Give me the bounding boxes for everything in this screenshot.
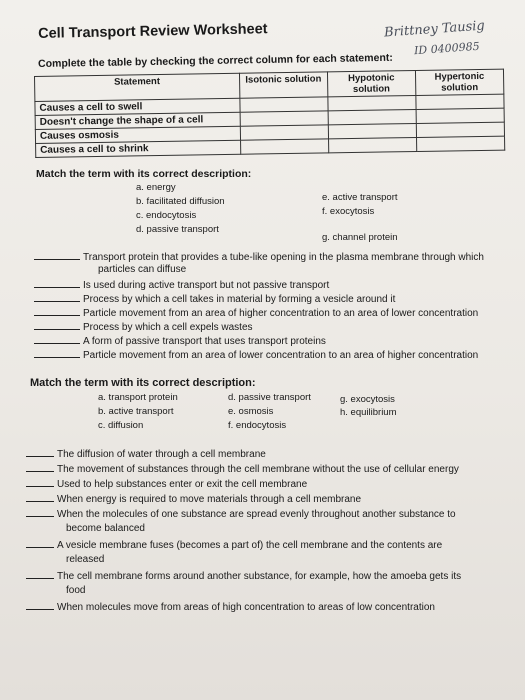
match-item: Is used during active transport but not passive transport [34, 279, 329, 291]
answer-blank[interactable] [34, 279, 80, 288]
option-g: g. exocytosis [340, 394, 395, 405]
check-cell[interactable] [240, 111, 328, 126]
table-header: Hypertonic solution [415, 69, 504, 95]
check-cell[interactable] [328, 96, 416, 111]
option-c: c. diffusion [98, 420, 144, 431]
option-f: f. endocytosis [228, 420, 287, 431]
check-cell[interactable] [328, 110, 416, 125]
option-c: c. endocytosis [136, 210, 197, 221]
table-header: Statement [35, 73, 240, 101]
solution-table [34, 69, 505, 158]
answer-blank[interactable] [26, 448, 54, 457]
section3-instruction: Match the term with its correct description: [30, 377, 256, 389]
option-d: d. passive transport [136, 224, 219, 235]
match-item: Process by which a cell expels wastes [34, 321, 253, 333]
check-cell[interactable] [328, 138, 416, 153]
statement-cell: Causes a cell to swell [35, 98, 240, 115]
option-a: a. energy [136, 182, 176, 193]
option-b: b. facilitated diffusion [136, 196, 225, 207]
option-g: g. channel protein [322, 232, 398, 243]
check-cell[interactable] [416, 94, 504, 109]
match-item: When molecules move from areas of high concentration to areas of low concentration [26, 601, 435, 613]
student-name: Brittney Tausig [383, 18, 486, 41]
option-e: e. active transport [322, 192, 398, 203]
check-cell[interactable] [416, 108, 504, 123]
match-item: Particle movement from an area of lower concentration to an area of higher concentration [34, 349, 478, 361]
table-header: Isotonic solution [239, 72, 327, 98]
match-item: When the molecules of one substance are spread evenly throughout another substance to [26, 508, 456, 520]
check-cell[interactable] [240, 125, 328, 140]
answer-blank[interactable] [26, 539, 54, 548]
answer-blank[interactable] [34, 335, 80, 344]
option-a: a. transport protein [98, 392, 178, 403]
match-item: Used to help substances enter or exit the cell membrane [26, 478, 307, 490]
match-item: Transport protein that provides a tube-like opening in the plasma membrane through which [34, 251, 484, 263]
match-item: The cell membrane forms around another substance, for example, how the amoeba gets its [26, 570, 461, 582]
answer-blank[interactable] [26, 508, 54, 517]
answer-blank[interactable] [26, 493, 54, 502]
section2-instruction: Match the term with its correct description: [36, 168, 252, 180]
option-f: f. exocytosis [322, 206, 375, 217]
answer-blank[interactable] [34, 349, 80, 358]
check-cell[interactable] [240, 97, 328, 112]
answer-blank[interactable] [26, 570, 54, 579]
check-cell[interactable] [328, 124, 416, 139]
answer-blank[interactable] [26, 478, 54, 487]
match-item: The diffusion of water through a cell membrane [26, 448, 266, 460]
match-item: A form of passive transport that uses transport proteins [34, 335, 326, 347]
match-item: A vesicle membrane fuses (becomes a part of) the cell membrane and the contents are [26, 539, 442, 551]
match-item: Process by which a cell takes in material by forming a vesicle around it [34, 293, 395, 305]
page-title: Cell Transport Review Worksheet [38, 21, 268, 42]
answer-blank[interactable] [34, 321, 80, 330]
answer-blank[interactable] [26, 601, 54, 610]
statement-cell: Causes a cell to shrink [36, 140, 241, 157]
check-cell[interactable] [416, 122, 504, 137]
option-b: b. active transport [98, 406, 174, 417]
option-h: h. equilibrium [340, 407, 397, 418]
option-d: d. passive transport [228, 392, 311, 403]
check-cell[interactable] [416, 136, 504, 151]
match-item-continuation: become balanced [66, 523, 145, 534]
match-item: When energy is required to move materials through a cell membrane [26, 493, 361, 505]
statement-cell: Doesn't change the shape of a cell [35, 112, 240, 129]
statement-cell: Causes osmosis [35, 126, 240, 143]
answer-blank[interactable] [34, 293, 80, 302]
answer-blank[interactable] [34, 251, 80, 260]
table-header: Hypotonic solution [327, 71, 415, 97]
match-item-continuation: particles can diffuse [98, 264, 187, 275]
student-id: ID 0400985 [413, 39, 481, 58]
match-item-continuation: food [66, 585, 86, 596]
answer-blank[interactable] [34, 307, 80, 316]
section1-instruction: Complete the table by checking the correct column for each statement: [38, 51, 393, 70]
answer-blank[interactable] [26, 463, 54, 472]
match-item: Particle movement from an area of higher concentration to an area of lower concentration [34, 307, 478, 319]
match-item: The movement of substances through the cell membrane without the use of cellular energy [26, 463, 459, 475]
check-cell[interactable] [240, 139, 328, 154]
option-e: e. osmosis [228, 406, 274, 417]
match-item-continuation: released [66, 554, 105, 565]
